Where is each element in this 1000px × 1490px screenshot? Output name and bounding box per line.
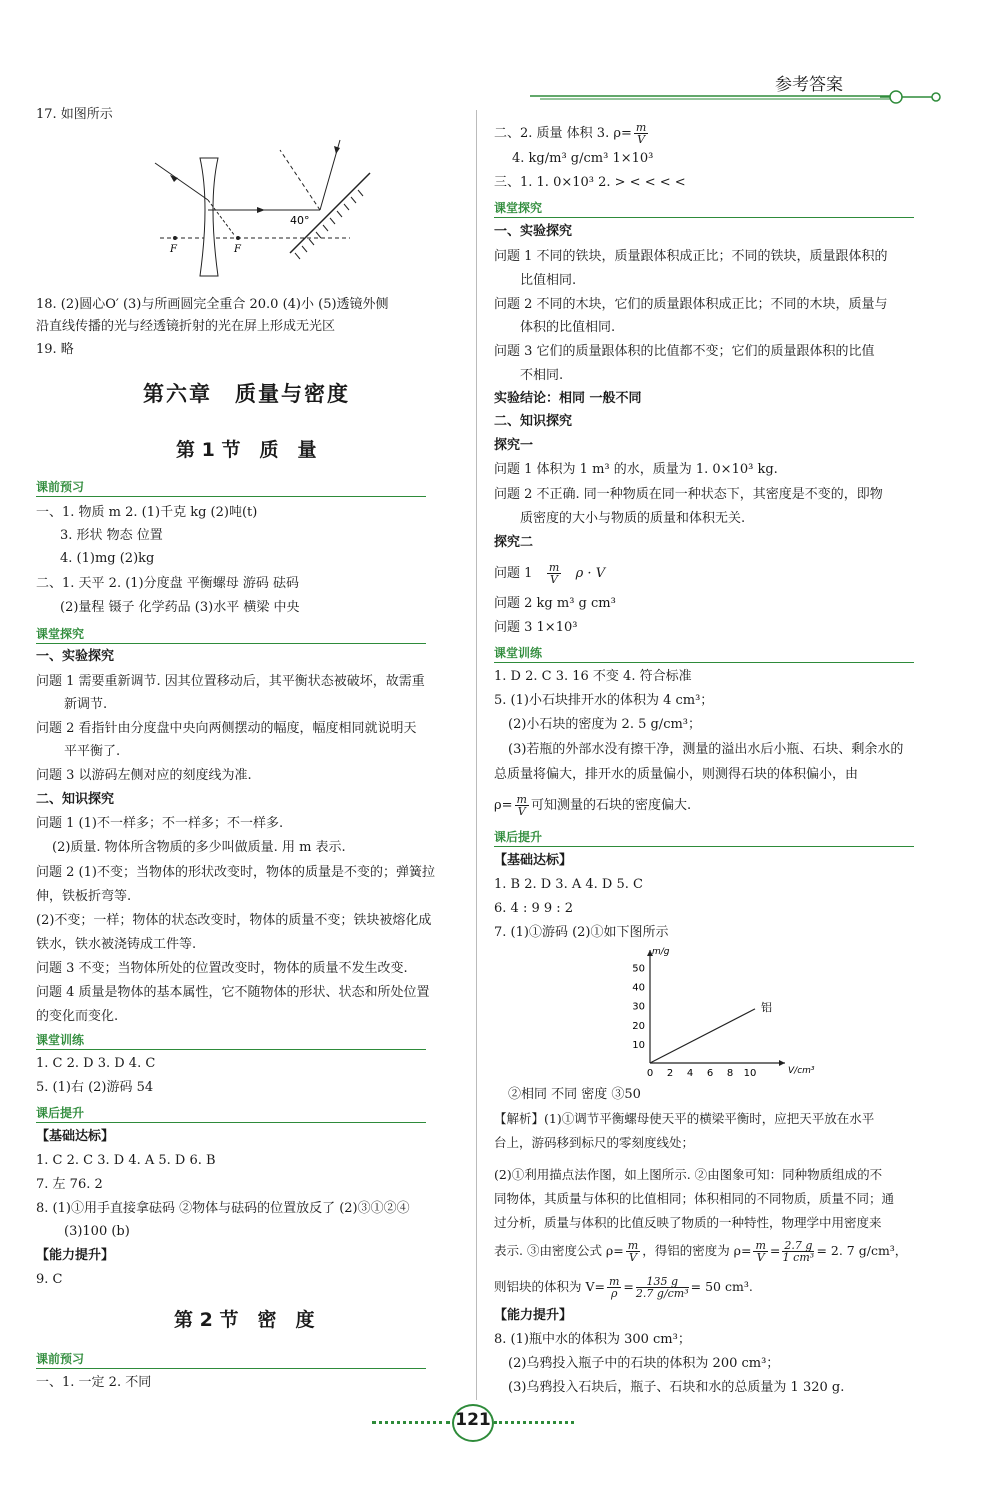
r18-label: 问题 1 xyxy=(494,566,533,581)
chapter-title: 第六章 质量与密度 xyxy=(143,382,350,406)
r-explore-label: 课堂探究 xyxy=(494,201,543,215)
r18-frac-num: m xyxy=(548,561,560,574)
x-tick-label: 6 xyxy=(706,1068,714,1079)
s1-p2: 3. 形状 物态 位置 xyxy=(60,528,163,543)
x-axis-label: V/cm³ xyxy=(788,1066,815,1076)
r37-frac2 xyxy=(753,1240,767,1263)
s1-preview-label: 课前预习 xyxy=(36,480,85,494)
s1-e13: 铁水，铁水被浇铸成工件等. xyxy=(36,937,197,952)
r13: 探究一 xyxy=(494,438,534,453)
r8: 体积的比值相同. xyxy=(520,320,616,335)
r19: 问题 2 kg m³ g cm³ xyxy=(494,596,616,611)
s1-after-rule xyxy=(36,1122,426,1123)
s1-e6: 问题 3 以游码左侧对应的刻度线为准. xyxy=(36,768,252,783)
footer-dots-right xyxy=(494,1421,574,1424)
r21: 1. D 2. C 3. 16 不变 4. 符合标准 xyxy=(494,669,692,684)
r-train-label: 课堂训练 xyxy=(494,646,543,660)
fig17-f2: F xyxy=(234,244,241,255)
s1-e8: 问题 1 (1)不一样多；不一样多；不一样多. xyxy=(36,816,284,831)
r26-frac-num: m xyxy=(516,793,527,806)
r30: 7. (1)①游码 (2)①如下图所示 xyxy=(494,925,669,940)
r26 xyxy=(494,794,691,817)
r2: 4. kg/m³ g/cm³ 1×10³ xyxy=(512,151,654,166)
r26-fraction xyxy=(515,794,529,817)
r20: 问题 3 1×10³ xyxy=(494,620,578,635)
column-divider xyxy=(476,110,477,1400)
r35: 同物体，其质量与体积的比值相同；体积相同的不同物质，质量不同；通 xyxy=(494,1191,895,1206)
s1-p5: (2)量程 镊子 化学药品 (3)水平 横梁 中央 xyxy=(60,600,300,615)
s1-a5: (3)100 (b) xyxy=(64,1224,130,1239)
r5: 问题 1 不同的铁块，质量跟体积成正比；不同的铁块，质量跟体积的 xyxy=(494,249,888,264)
s1-e3: 新调节. xyxy=(64,697,108,712)
s1-a3: 7. 左 76. 2 xyxy=(36,1177,103,1192)
s1-p3: 4. (1)mg (2)kg xyxy=(60,551,155,566)
r28: 1. B 2. D 3. A 4. D 5. C xyxy=(494,877,643,892)
x-axis-arrow-icon xyxy=(779,1060,785,1066)
r1-fraction xyxy=(634,122,648,145)
r12: 二、知识探究 xyxy=(494,414,573,429)
r38-frac1-den: ρ xyxy=(610,1287,618,1300)
x-tick-label: 10 xyxy=(743,1068,757,1079)
r38-frac2-den: 2.7 g/cm³ xyxy=(635,1287,689,1300)
r6: 比值相同. xyxy=(520,273,577,288)
r37-frac3-den: 1 cm³ xyxy=(782,1251,815,1264)
x-tick-label: 0 xyxy=(646,1068,654,1079)
s1-e16: 的变化而变化. xyxy=(36,1009,119,1024)
r41: (2)乌鸦投入瓶子中的石块的体积为 200 cm³； xyxy=(508,1356,780,1371)
q19: 19. 略 xyxy=(36,342,74,357)
x-tick-label: 2 xyxy=(666,1068,674,1079)
fig17-f1: F xyxy=(170,244,177,255)
s1-p4: 二、1. 天平 2. (1)分度盘 平衡螺母 游码 砝码 xyxy=(36,576,300,591)
r33: 台上，游码移到标尺的零刻度线处； xyxy=(494,1135,695,1150)
r37-frac1-den: V xyxy=(628,1251,637,1264)
r42: (3)乌鸦投入石块后，瓶子、石块和水的总质量为 1 320 g. xyxy=(508,1380,845,1395)
r18-frac-den: V xyxy=(550,573,558,586)
s2-p1: 一、1. 一定 2. 不同 xyxy=(36,1375,152,1390)
s1-explore-rule xyxy=(36,643,426,644)
r9: 问题 3 它们的质量跟体积的比值都不变；它们的质量跟体积的比值 xyxy=(494,344,875,359)
r1-text: 二、2. 质量 体积 3. ρ= xyxy=(494,126,632,141)
r38-b: = 50 cm³. xyxy=(690,1279,753,1294)
r-after-label: 课后提升 xyxy=(494,830,543,844)
r23: (2)小石块的密度为 2. 5 g/cm³； xyxy=(508,717,702,732)
s1-t1: 1. C 2. D 3. D 4. C xyxy=(36,1056,156,1071)
series-label: 铝 xyxy=(761,1000,772,1014)
r38-frac2-num: 135 g xyxy=(636,1276,689,1288)
r-explore-rule xyxy=(494,217,914,218)
r-after-rule xyxy=(494,846,914,847)
r4: 一、实验探究 xyxy=(494,224,573,239)
s1-a6: 【能力提升】 xyxy=(36,1248,115,1263)
y-tick-label: 20 xyxy=(632,1020,645,1032)
y-tick-label: 50 xyxy=(632,963,645,975)
s1-e9: (2)质量. 物体所含物质的多少叫做质量. 用 m 表示. xyxy=(52,840,346,855)
r37-frac3-num: 2.7 g xyxy=(784,1239,813,1252)
r22: 5. (1)小石块排开水的体积为 4 cm³； xyxy=(494,693,714,708)
lens-mirror-diagram xyxy=(150,128,380,278)
y-tick-label: 10 xyxy=(632,1039,645,1051)
s1-a4: 8. (1)①用手直接拿砝码 ②物体与砝码的位置放反了 (2)③①②④ xyxy=(36,1201,410,1216)
section-2-title: 第 2 节 密 度 xyxy=(174,1309,315,1331)
y-tick-label: 30 xyxy=(632,1001,645,1013)
s1-e11: 伸，铁板折弯等. xyxy=(36,889,132,904)
mass-volume-chart xyxy=(615,947,815,1083)
s1-e5: 平平衡了. xyxy=(64,744,121,759)
r11: 实验结论：相同 一般不同 xyxy=(494,391,642,406)
r39: 【能力提升】 xyxy=(494,1308,573,1323)
y-axis-label: m/g xyxy=(652,947,670,957)
q18b: 沿直线传播的光与经透镜折射的光在屏上形成无光区 xyxy=(36,319,336,334)
x-tick-label: 4 xyxy=(686,1068,694,1079)
r38-frac1-num: m xyxy=(608,1275,620,1288)
r38-frac2 xyxy=(636,1276,689,1299)
s1-t2: 5. (1)右 (2)游码 54 xyxy=(36,1080,154,1095)
r17: 探究二 xyxy=(494,535,534,550)
s2-preview-rule xyxy=(36,1368,426,1369)
r1 xyxy=(494,122,650,145)
r7: 问题 2 不同的木块，它们的质量跟体积成正比；不同的木块，质量与 xyxy=(494,297,888,312)
r31: ②相同 不同 密度 ③50 xyxy=(508,1087,641,1102)
r32: 【解析】(1)①调节平衡螺母使天平的横梁平衡时，应把天平放在水平 xyxy=(494,1111,875,1126)
r25: 总质量将偏大，排开水的质量偏小，则测得石块的体积偏小，由 xyxy=(494,767,859,782)
s1-p1: 一、1. 物质 m 2. (1)千克 kg (2)吨(t) xyxy=(36,505,258,520)
s1-a1: 【基础达标】 xyxy=(36,1129,115,1144)
r37-frac1 xyxy=(626,1240,640,1263)
r27: 【基础达标】 xyxy=(494,853,573,868)
r37: 表示. ③由密度公式 ρ= $\frac{m}{V}$ ，得铝的密度为 ρ= $\frac{m}{V}$ = $\frac{2.7 g}{\text{1 cm³}}$ = 2. 7 g/cm³， xyxy=(494,1239,908,1264)
r18-fraction xyxy=(547,562,561,585)
r37-a: 表示. ③由密度公式 ρ= xyxy=(494,1243,624,1258)
y-tick-label: 40 xyxy=(632,982,645,994)
s1-preview-rule xyxy=(36,496,426,497)
s1-e4: 问题 2 看指针由分度盘中央向两侧摆动的幅度，幅度相同就说明天 xyxy=(36,721,417,736)
r16: 质密度的大小与物质的质量和体积无关. xyxy=(520,511,746,526)
r37-frac1-num: m xyxy=(627,1239,639,1252)
r37-b: ，得铝的密度为 ρ= xyxy=(642,1243,752,1258)
r18-product: ρ · V xyxy=(575,566,606,581)
s1-a2: 1. C 2. C 3. D 4. A 5. D 6. B xyxy=(36,1153,216,1168)
s1-e2: 问题 1 需要重新调节. 因其位置移动后，其平衡状态被破坏，故需重 xyxy=(36,674,425,689)
series-line xyxy=(650,1009,755,1063)
r26-rho: ρ= xyxy=(494,798,513,813)
r29: 6. 4 : 9 9 : 2 xyxy=(494,901,574,916)
s1-train-rule xyxy=(36,1049,426,1050)
s1-explore-label: 课堂探究 xyxy=(36,627,85,641)
q17: 17. 如图所示 xyxy=(36,107,113,122)
s1-e15: 问题 4 质量是物体的基本属性，它不随物体的形状、状态和所处位置 xyxy=(36,985,430,1000)
fig17-angle: 40° xyxy=(290,214,310,227)
r-train-rule xyxy=(494,662,914,663)
r1-frac-den: V xyxy=(637,133,646,146)
q18a: 18. (2)圆心O′ (3)与所画圆完全重合 20.0 (4)小 (5)透镜外侧 xyxy=(36,297,389,312)
s1-after-label: 课后提升 xyxy=(36,1106,85,1120)
s1-train-label: 课堂训练 xyxy=(36,1033,85,1047)
section-1-title: 第 1 节 质 量 xyxy=(176,439,317,461)
r14: 问题 1 体积为 1 m³ 的水，质量为 1. 0×10³ kg. xyxy=(494,462,778,477)
r24: (3)若瓶的外部水没有擦干净，测量的溢出水后小瓶、石块、剩余水的 xyxy=(508,742,904,757)
footer-dots-left xyxy=(372,1421,450,1424)
header-title: 参考答案 xyxy=(775,75,843,95)
s1-a7: 9. C xyxy=(36,1272,63,1287)
header-circles-icon xyxy=(880,88,950,108)
r10: 不相同. xyxy=(520,368,564,383)
s1-e10: 问题 2 (1)不变；当物体的形状改变时，物体的质量是不变的；弹簧拉 xyxy=(36,865,435,880)
r37-c: = 2. 7 g/cm³， xyxy=(816,1243,908,1258)
r26-text: 可知测量的石块的密度偏大. xyxy=(530,798,692,813)
r34: (2)①利用描点法作图，如上图所示. ②由图象可知：同种物质组成的不 xyxy=(494,1167,883,1182)
r38: 则铝块的体积为 V= $\frac{m}{\rho}$ = $\frac{135 g}{\text{2.7 g/cm³}}$ = 50 cm³. xyxy=(494,1275,753,1300)
r38-frac1 xyxy=(607,1276,621,1299)
r37-frac2-den: V xyxy=(756,1251,765,1264)
r15: 问题 2 不正确. 同一种物质在同一种状态下，其密度是不变的，即物 xyxy=(494,487,883,502)
r3: 三、1. 1. 0×10³ 2. > < < < < xyxy=(494,175,686,190)
s1-e1: 一、实验探究 xyxy=(36,649,115,664)
r37-frac2-num: m xyxy=(755,1239,766,1252)
s1-e14: 问题 3 不变；当物体所处的位置改变时，物体的质量不发生改变. xyxy=(36,961,408,976)
s1-e7: 二、知识探究 xyxy=(36,792,115,807)
r38-a: 则铝块的体积为 V= xyxy=(494,1279,605,1294)
s2-preview-label: 课前预习 xyxy=(36,1352,85,1366)
r36: 过分析，质量与体积的比值反映了物质的一种特性，物理学中用密度来 xyxy=(494,1215,882,1230)
r37-frac3 xyxy=(782,1240,814,1263)
r18 xyxy=(494,562,605,585)
s1-e12: (2)不变；一样；物体的状态改变时，物体的质量不变；铁块被熔化成 xyxy=(36,913,432,928)
page-number: 121 xyxy=(455,1410,491,1430)
x-tick-label: 8 xyxy=(726,1068,734,1079)
r40: 8. (1)瓶中水的体积为 300 cm³； xyxy=(494,1332,691,1347)
r26-frac-den: V xyxy=(517,805,526,818)
r1-frac-num: m xyxy=(635,121,647,134)
